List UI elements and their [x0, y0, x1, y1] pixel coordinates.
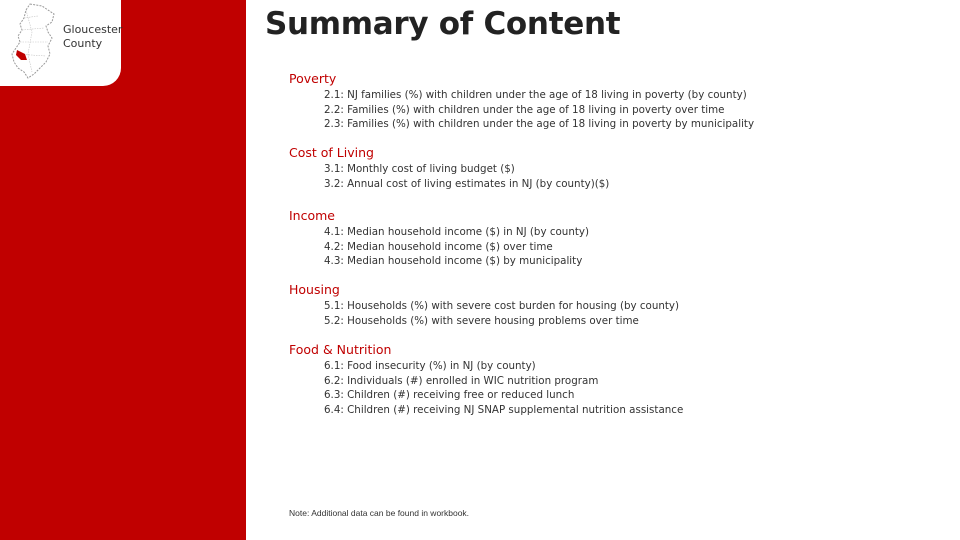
section-heading: Income — [289, 208, 335, 223]
list-item: 5.2: Households (%) with severe housing problems over time — [324, 314, 639, 327]
section-heading: Cost of Living — [289, 145, 374, 160]
section-heading: Poverty — [289, 71, 337, 86]
section-heading: Housing — [289, 282, 340, 297]
list-item: 6.1: Food insecurity (%) in NJ (by county) — [324, 360, 536, 372]
county-logo — [0, 0, 121, 86]
list-item: 6.3: Children (#) receiving free or reduced lunch — [324, 389, 575, 402]
list-item: 2.2: Families (%) with children under the age of 18 living in poverty over time — [324, 103, 725, 116]
section-item-list — [324, 359, 683, 417]
list-item: 4.1: Median household income ($) in NJ (by county) — [324, 226, 589, 238]
list-item: 3.1: Monthly cost of living budget ($) — [324, 163, 515, 175]
section-item-list — [324, 299, 679, 328]
county-name — [63, 23, 122, 51]
list-item: 4.2: Median household income ($) over time — [324, 240, 553, 253]
section-poverty — [289, 71, 754, 132]
list-item: 5.1: Households (%) with severe cost burden for housing (by county) — [324, 300, 680, 312]
section-heading: Food & Nutrition — [289, 342, 392, 357]
section-item-list — [324, 225, 589, 269]
section-item-list — [324, 88, 754, 132]
section-cost-of-living — [289, 145, 609, 191]
section-income — [289, 208, 589, 269]
list-item: 6.2: Individuals (#) enrolled in WIC nutrition program — [324, 374, 599, 387]
page-title: Summary of Content — [265, 6, 621, 42]
section-housing — [289, 282, 679, 328]
section-food-nutrition — [289, 342, 683, 417]
list-item: 3.2: Annual cost of living estimates in NJ (by county)($) — [324, 177, 610, 190]
list-item: 2.1: NJ families (%) with children under the age of 18 living in poverty (by county) — [324, 89, 747, 101]
county-name-line1: Gloucester — [63, 23, 123, 36]
nj-map-icon — [8, 2, 60, 80]
county-name-line2: County — [63, 37, 103, 50]
list-item: 6.4: Children (#) receiving NJ SNAP supplemental nutrition assistance — [324, 403, 684, 416]
list-item: 4.3: Median household income ($) by municipality — [324, 255, 583, 268]
footnote: Note: Additional data can be found in workbook. — [289, 508, 470, 518]
section-item-list — [324, 162, 609, 191]
list-item: 2.3: Families (%) with children under the age of 18 living in poverty by municipality — [324, 118, 755, 131]
